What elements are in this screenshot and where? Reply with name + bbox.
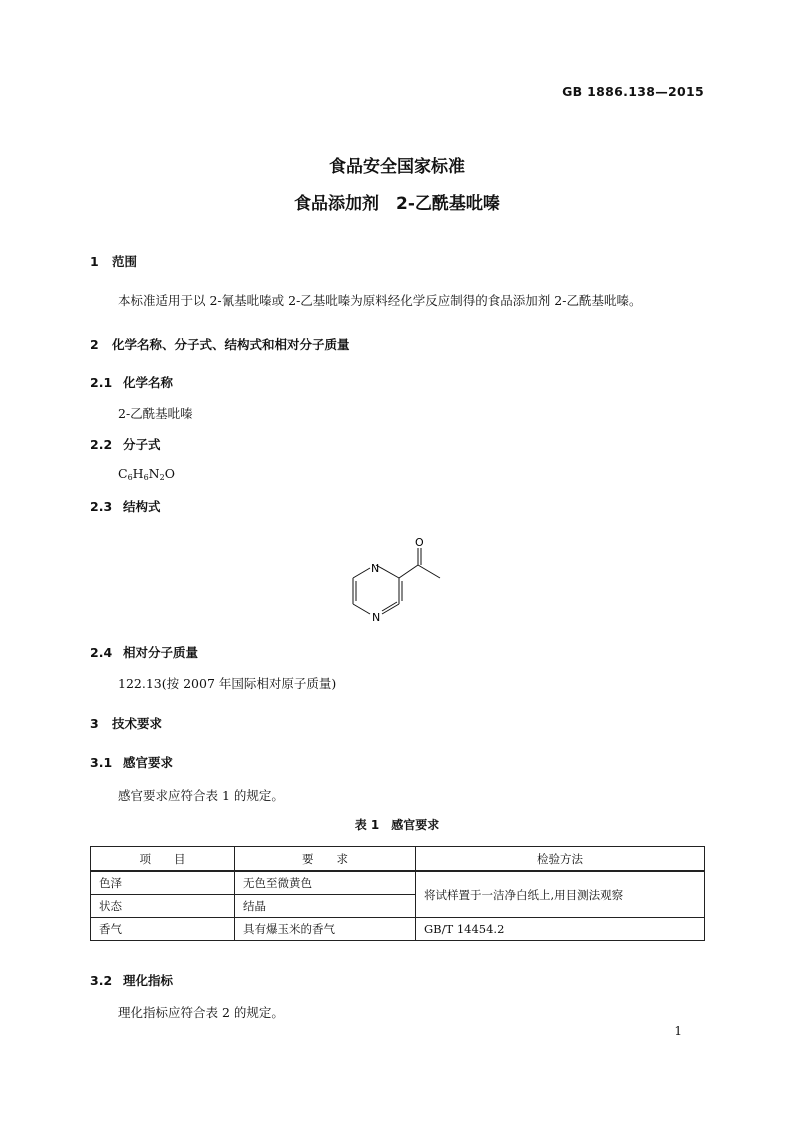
section-2-3-heading [90, 497, 161, 515]
section-number: 3.1 [90, 755, 113, 770]
document-title-line1: 食品安全国家标准 [329, 157, 465, 177]
cell-item: 香气 [91, 918, 235, 941]
section-2-4-heading [90, 643, 198, 661]
ring-nitrogen-top: N [371, 562, 380, 575]
table-header-row [91, 847, 705, 872]
chemical-name: 2-乙酰基吡嗪 [118, 406, 193, 421]
section-number: 2.4 [90, 645, 113, 660]
section-title: 化学名称 [123, 375, 174, 390]
section-3-1-heading [90, 753, 173, 771]
section-number: 3 [90, 716, 99, 731]
section-2-1-heading [90, 373, 173, 391]
header-method: 检验方法 [416, 847, 705, 872]
section-title: 相对分子质量 [123, 645, 199, 660]
page-number: 1 [674, 1024, 682, 1038]
structural-formula [340, 530, 460, 630]
section-title: 范围 [112, 254, 138, 269]
section-1-heading [90, 252, 137, 270]
cell-requirement: 具有爆玉米的香气 [235, 918, 416, 941]
section-2-2-heading [90, 435, 161, 453]
section-number: 2.1 [90, 375, 113, 390]
molecular-mass: 122.13(按 2007 年国际相对原子质量) [118, 676, 337, 691]
cell-method-merged: 将试样置于一洁净白纸上,用目测法观察 [416, 871, 705, 918]
section-number: 2.3 [90, 499, 113, 514]
molecular-formula: $C_6H_6N_2O$ [118, 466, 175, 482]
header-requirement: 要 求 [235, 847, 416, 872]
standard-code: GB 1886.138—2015 [562, 84, 704, 99]
section-title: 技术要求 [112, 716, 163, 731]
section-3-1-text: 感官要求应符合表 1 的规定。 [118, 788, 284, 803]
cell-method: GB/T 14454.2 [416, 918, 705, 941]
carbonyl-oxygen: O [415, 536, 424, 549]
section-title: 结构式 [123, 499, 161, 514]
section-number: 2 [90, 337, 99, 352]
table-row [91, 871, 705, 895]
document-title-line2: 食品添加剂 2-乙酰基吡嗪 [294, 194, 500, 214]
section-3-2-text: 理化指标应符合表 2 的规定。 [118, 1005, 284, 1020]
section-number: 1 [90, 254, 99, 269]
cell-item: 色泽 [91, 871, 235, 895]
section-title: 化学名称、分子式、结构式和相对分子质量 [112, 337, 350, 352]
cell-requirement: 无色至微黄色 [235, 871, 416, 895]
section-number: 3.2 [90, 973, 113, 988]
section-title: 感官要求 [123, 755, 174, 770]
section-3-2-heading [90, 971, 173, 989]
header-item: 项 目 [91, 847, 235, 872]
section-title: 分子式 [123, 437, 161, 452]
section-2-heading [90, 335, 350, 353]
section-number: 2.2 [90, 437, 113, 452]
table-row [91, 918, 705, 941]
cell-item: 状态 [91, 895, 235, 918]
sensory-requirements-table [90, 846, 705, 941]
section-title: 理化指标 [123, 973, 174, 988]
ring-nitrogen-bottom: N [372, 611, 381, 624]
section-1-text: 本标准适用于以 2-氰基吡嗪或 2-乙基吡嗪为原料经化学反应制得的食品添加剂 2-乙酰基吡嗪。 [118, 293, 642, 308]
cell-requirement: 结晶 [235, 895, 416, 918]
table-1-title: 表 1 感官要求 [354, 818, 440, 832]
section-3-heading [90, 714, 162, 732]
